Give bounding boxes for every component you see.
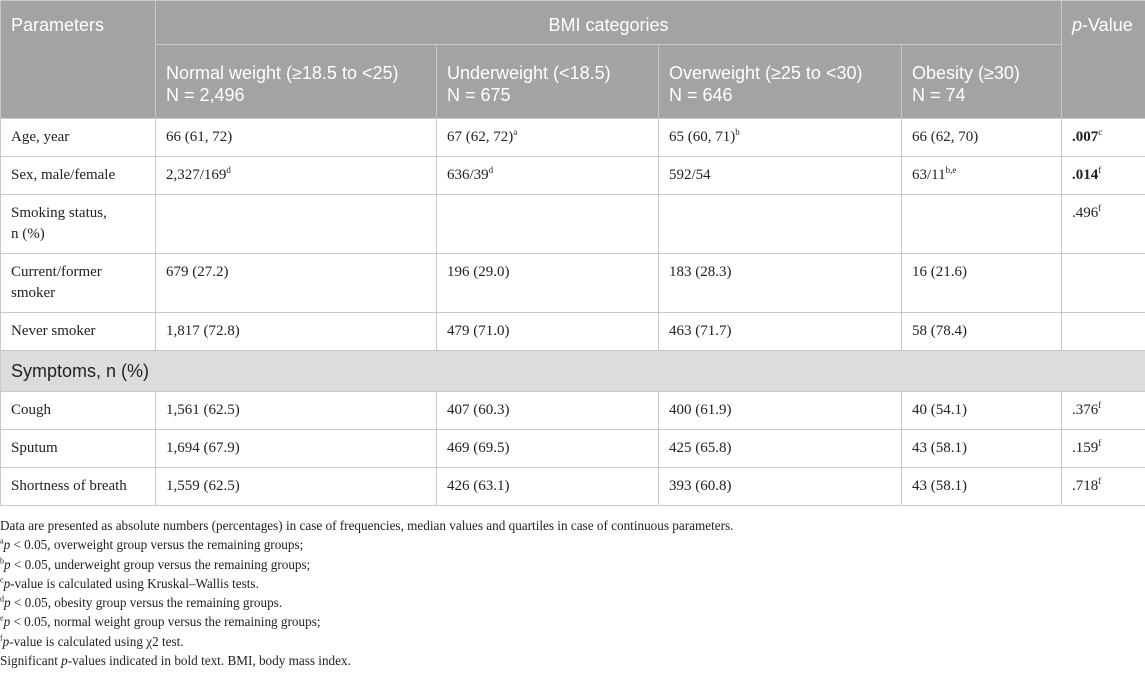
row-label: Shortness of breath [1, 468, 156, 506]
cell: 592/54 [659, 157, 902, 195]
cell [437, 195, 659, 254]
header-overweight: Overweight (≥25 to <30) N = 646 [659, 45, 902, 119]
cell: 1,561 (62.5) [156, 392, 437, 430]
header-row-2 [1, 45, 1145, 119]
table-row [1, 195, 1145, 254]
cell: 43 (58.1) [902, 468, 1062, 506]
cell: 426 (63.1) [437, 468, 659, 506]
cell: 407 (60.3) [437, 392, 659, 430]
row-label: Cough [1, 392, 156, 430]
row-label: Age, year [1, 119, 156, 157]
section-heading: Symptoms, n (%) [1, 351, 1145, 392]
p-value-cell [1062, 254, 1145, 313]
footnote-f: $^f$p-value is calculated using χ2 test. [0, 633, 184, 649]
header-normal-weight: Normal weight (≥18.5 to <25) N = 2,496 [156, 45, 437, 119]
header-obesity: Obesity (≥30) N = 74 [902, 45, 1062, 119]
cell: 66 (61, 72) [156, 119, 437, 157]
cell: 16 (21.6) [902, 254, 1062, 313]
header-row-1 [1, 1, 1145, 45]
table-row [1, 392, 1145, 430]
cell: 43 (58.1) [902, 430, 1062, 468]
cell: 679 (27.2) [156, 254, 437, 313]
section-row-symptoms [1, 351, 1145, 392]
cell [902, 195, 1062, 254]
header-parameters: Parameters [1, 1, 156, 119]
footnote-b: $^b$p < 0.05, underweight group versus the remaining groups; [0, 556, 311, 572]
p-value-cell: .014$^f$ [1062, 157, 1145, 195]
table-row [1, 119, 1145, 157]
cell: 469 (69.5) [437, 430, 659, 468]
table-row [1, 254, 1145, 313]
cell: 463 (71.7) [659, 313, 902, 351]
p-value-cell: .718$^f$ [1062, 468, 1145, 506]
cell: 393 (60.8) [659, 468, 902, 506]
cell: 58 (78.4) [902, 313, 1062, 351]
cell: 1,817 (72.8) [156, 313, 437, 351]
cell: 425 (65.8) [659, 430, 902, 468]
cell: 40 (54.1) [902, 392, 1062, 430]
header-underweight: Underweight (<18.5) N = 675 [437, 45, 659, 119]
p-value-cell: .159$^f$ [1062, 430, 1145, 468]
cell: 479 (71.0) [437, 313, 659, 351]
cell [659, 195, 902, 254]
footnote-c: $^c$p-value is calculated using Kruskal–Wallis tests. [0, 575, 259, 591]
table-row [1, 313, 1145, 351]
cell: 1,694 (67.9) [156, 430, 437, 468]
cell: 66 (62, 70) [902, 119, 1062, 157]
cell: 2,327/169$^d$ [156, 157, 437, 195]
header-p-value: p-Value [1062, 1, 1145, 119]
cell: 636/39$^d$ [437, 157, 659, 195]
row-label: Current/former smoker [1, 254, 156, 313]
cell [156, 195, 437, 254]
footnote-significance: Significant p-values indicated in bold text. BMI, body mass index. [0, 653, 351, 669]
table-row [1, 430, 1145, 468]
p-value-cell: .376$^f$ [1062, 392, 1145, 430]
p-value-cell: .007$^c$ [1062, 119, 1145, 157]
row-label: Sputum [1, 430, 156, 468]
row-label: Smoking status, n (%) [1, 195, 156, 254]
cell: 1,559 (62.5) [156, 468, 437, 506]
cell: 183 (28.3) [659, 254, 902, 313]
table-footnotes [0, 516, 1145, 670]
row-label: Sex, male/female [1, 157, 156, 195]
cell: 63/11$^{b,e}$ [902, 157, 1062, 195]
cell: 196 (29.0) [437, 254, 659, 313]
cell: 400 (61.9) [659, 392, 902, 430]
footnote-a: $^a$p < 0.05, overweight group versus the remaining groups; [0, 536, 304, 553]
footnote-e: $^e$p < 0.05, normal weight group versus the remaining groups; [0, 614, 321, 630]
cell: 65 (60, 71)$^b$ [659, 119, 902, 157]
row-label: Never smoker [1, 313, 156, 351]
cell: 67 (62, 72)$^a$ [437, 119, 659, 157]
table-row [1, 157, 1145, 195]
p-value-cell [1062, 313, 1145, 351]
p-value-cell: .496$^f$ [1062, 195, 1145, 254]
table-row [1, 468, 1145, 506]
footnote-d: $^d$p < 0.05, obesity group versus the remaining groups. [0, 594, 283, 611]
footnote-intro: Data are presented as absolute numbers (percentages) in case of frequencies, median values and quartiles in case of continuous parameters. [0, 518, 734, 533]
header-bmi-categories: BMI categories [156, 1, 1062, 45]
